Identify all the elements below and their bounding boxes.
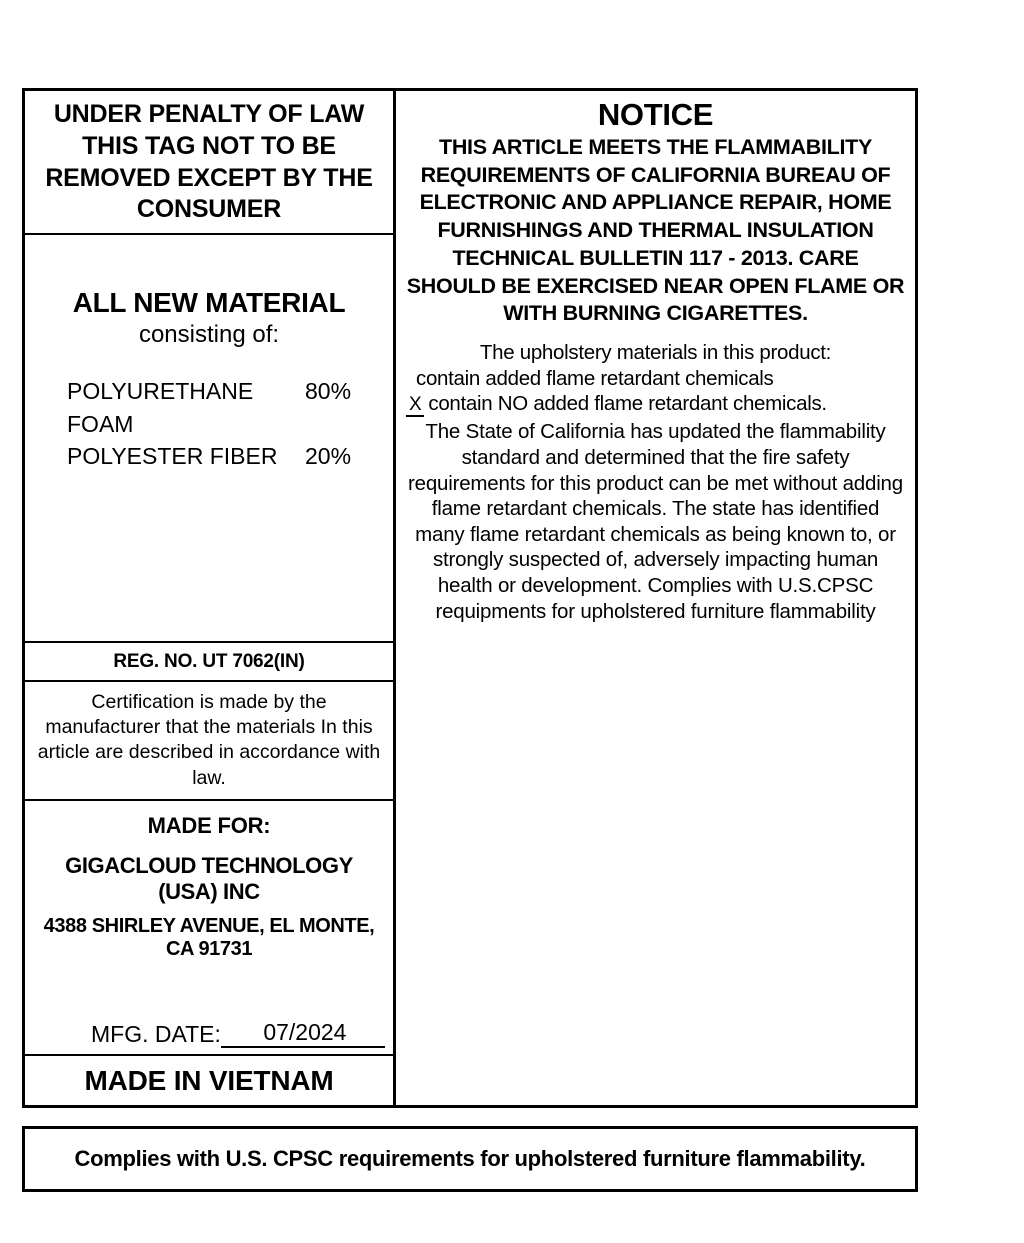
consisting-of-label: consisting of: [138,321,280,348]
company-name: GIGACLOUD TECHNOLOGY (USA) INC [65,853,353,904]
checkbox-label-contains: contain added flame retardant chemicals [416,366,774,390]
law-label-main [22,88,918,1108]
law-label [22,88,918,1192]
checkbox-label-no-added: contain NO added flame retardant chemicals. [428,392,827,416]
upholstery-intro: The upholstery materials in this product: [479,341,832,365]
checkbox-mark-no-added[interactable]: X [406,395,424,417]
made-in-country: MADE IN VIETNAM [25,1054,393,1105]
state-of-california-statement: The State of California has updated the flammability standard and determined that the fire safety requirements for this product can be met without adding flame retardant chemicals. The state has identified many flame retardant chemicals as being known to, or strongly suspected of, adversely impacting human health or development. Complies with U.S.CPSC requipments for upholstered furniture flammability [408,420,903,623]
material-name: POLYURETHANE FOAM [67,378,254,437]
checkbox-option-contains[interactable] [406,366,905,392]
notice-body-text: THIS ARTICLE MEETS THE FLAMMABILITY REQUIREMENTS OF CALIFORNIA BUREAU OF ELECTRONIC AND APPLIANCE REPAIR, HOME FURNISHINGS AND THERMAL INSULATION TECHNICAL BULLETIN 117 - 2013. CARE SHOULD BE EXERCISED NEAR OPEN FLAME OR WITH BURNING CIGARETTES. [406,135,905,326]
notice-heading: NOTICE [597,97,714,132]
checkbox-option-no-added[interactable] [406,391,905,417]
list-item [67,375,385,440]
materials-section [25,233,393,641]
material-list [33,375,385,473]
made-for-label: MADE FOR: [147,813,271,838]
material-percent: 80% [305,378,352,404]
cpsc-compliance-statement: Complies with U.S. CPSC requirements for upholstered furniture flammability. [22,1126,918,1192]
mfg-date-label: MFG. DATE: [91,1021,221,1047]
made-for-section [25,799,393,1054]
mfg-date-field [33,1019,385,1048]
company-address: 4388 SHIRLEY AVENUE, EL MONTE, CA 91731 [43,915,375,960]
right-panel [396,91,915,1105]
material-percent: 20% [305,443,352,470]
material-name: POLYESTER FIBER [67,443,278,470]
penalty-notice: UNDER PENALTY OF LAW THIS TAG NOT TO BE REMOVED EXCEPT BY THE CONSUMER [45,100,373,224]
all-new-material-heading: ALL NEW MATERIAL [72,287,346,318]
left-panel [25,91,396,1105]
list-item [67,440,385,473]
registration-number: REG. NO. UT 7062(IN) [25,641,393,680]
certification-statement: Certification is made by the manufacturer that the materials In this article are described in accordance with law. [25,680,393,799]
upholstery-section [406,340,905,417]
mfg-date-value: 07/2024 [221,1019,385,1048]
